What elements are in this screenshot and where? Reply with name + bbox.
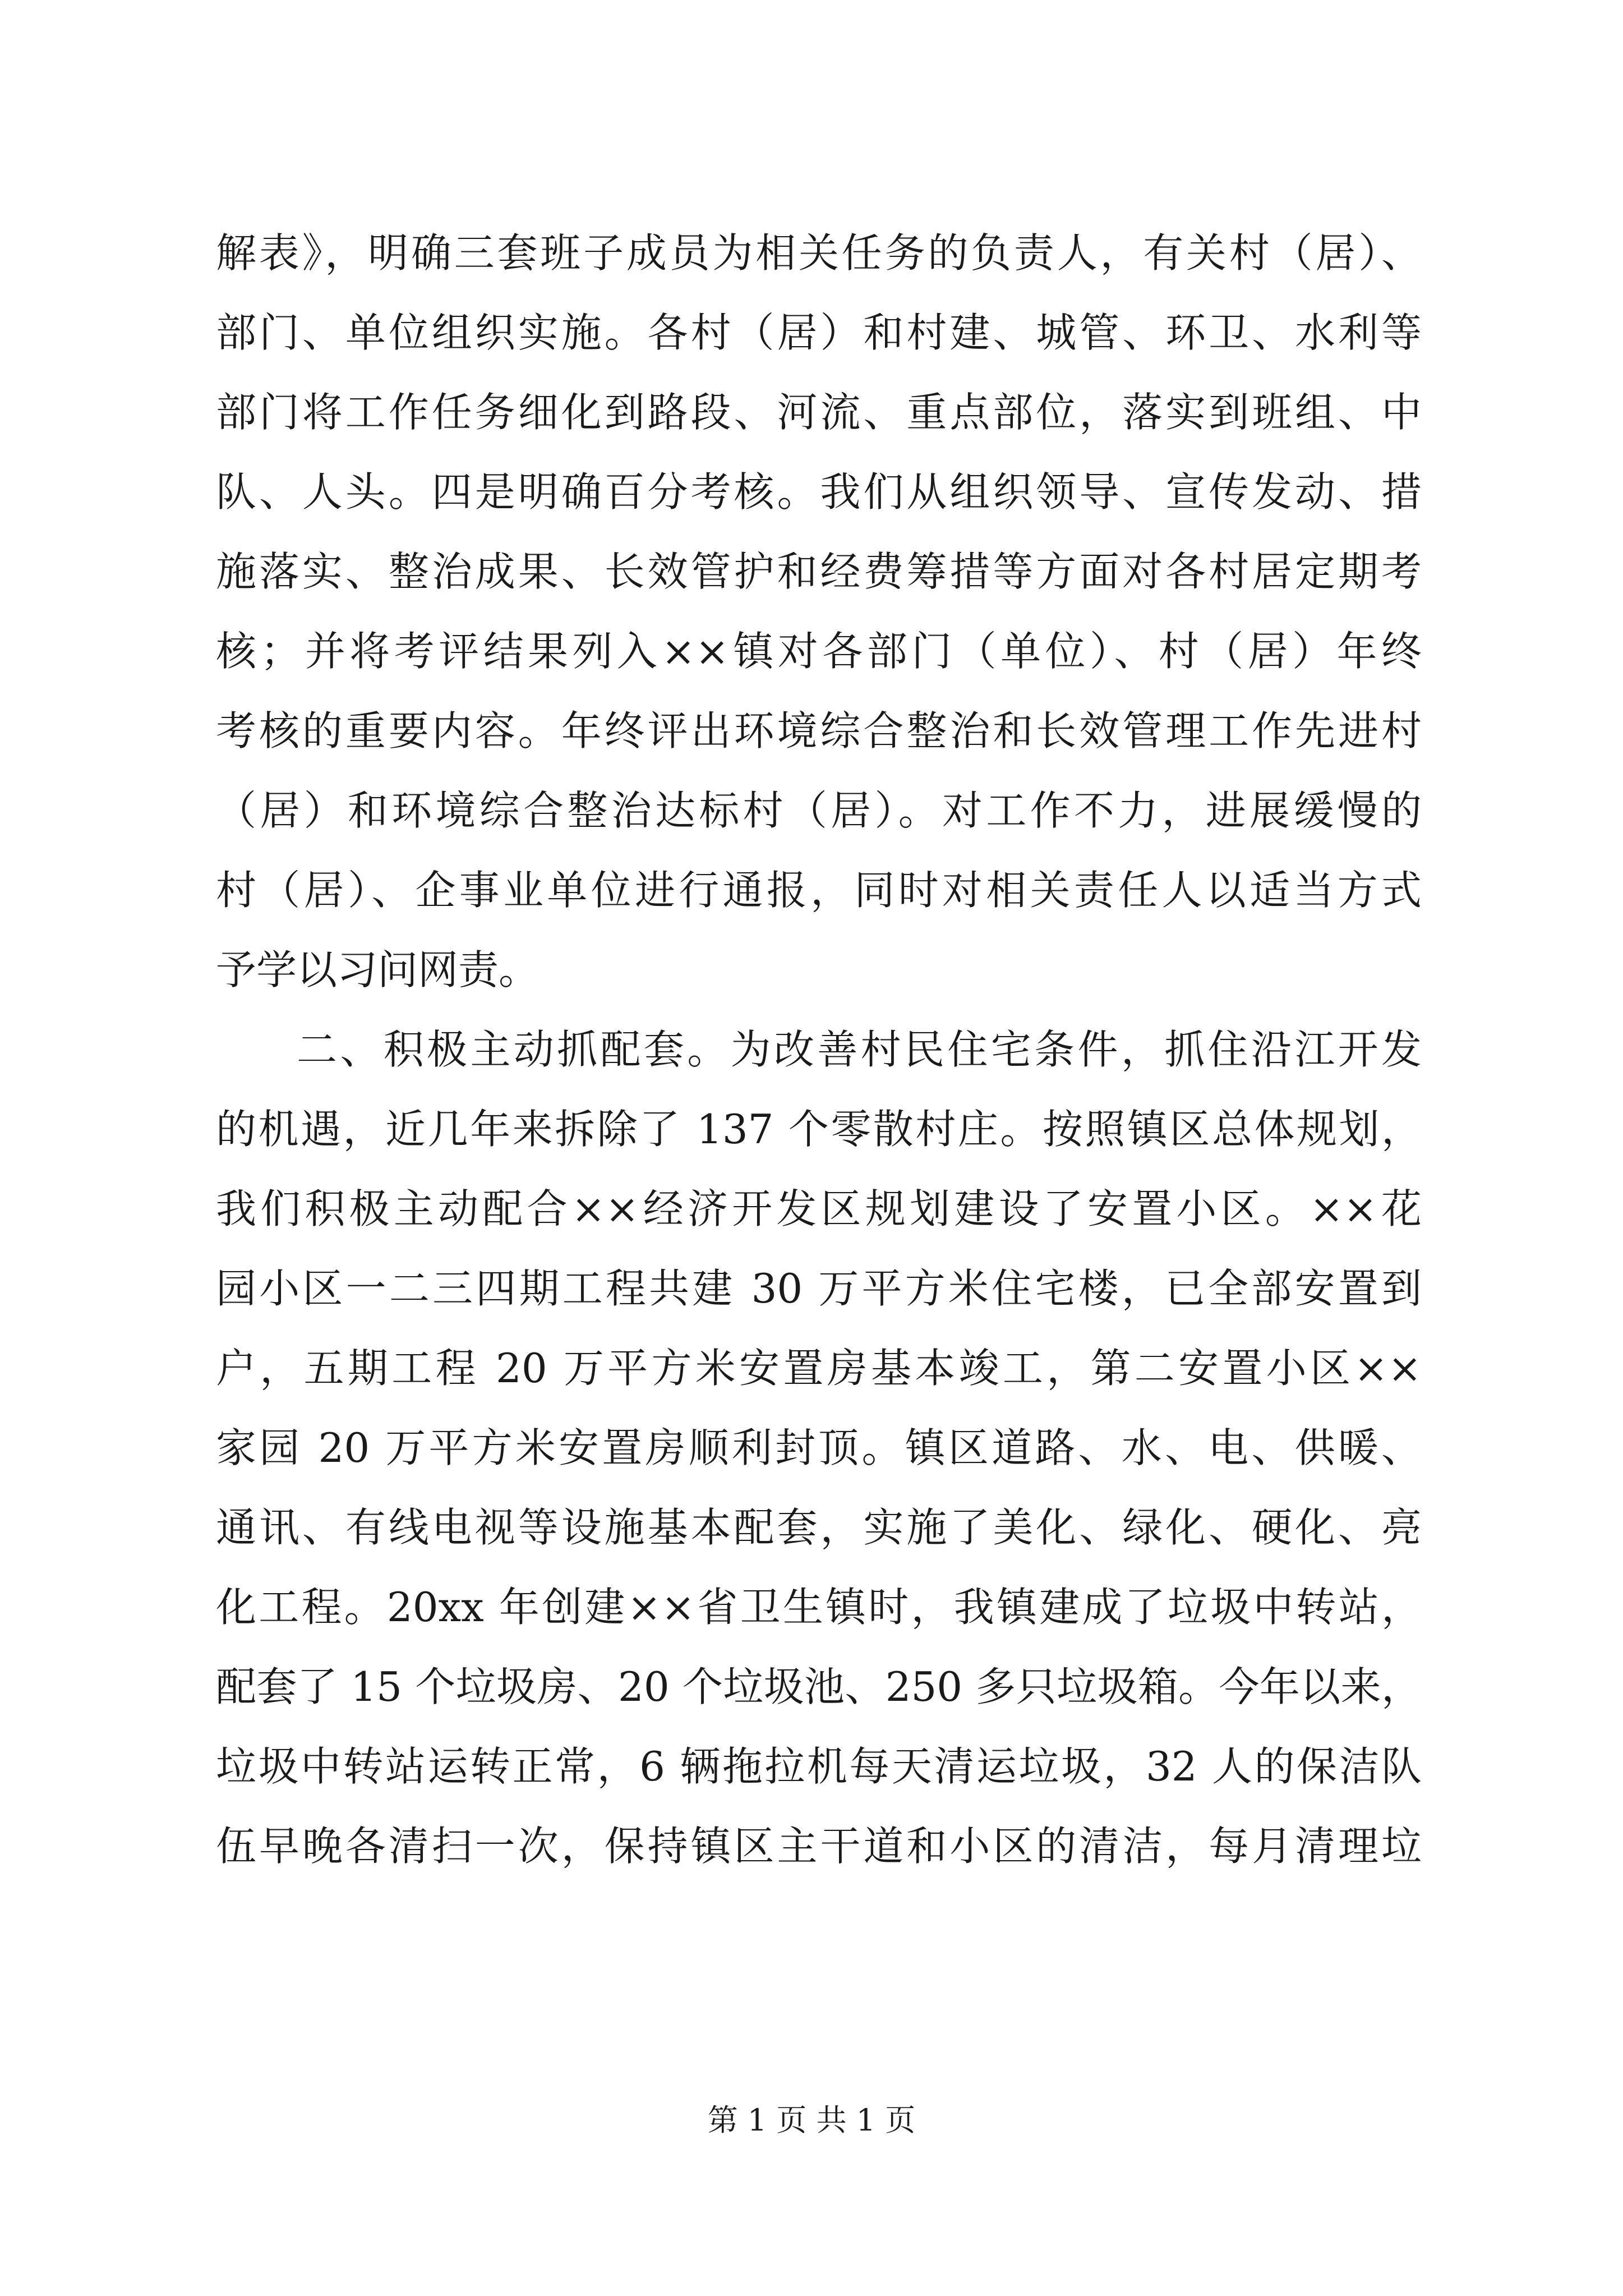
text-line: 部门、单位组织实施。各村（居）和村建、城管、环卫、水利等 bbox=[216, 309, 1422, 356]
text-line: 解表》，明确三套班子成员为相关任务的负责人，有关村（居）、 bbox=[216, 229, 1422, 277]
text-line: 部门将工作任务细化到路段、河流、重点部位，落实到班组、中 bbox=[216, 389, 1422, 436]
text-line: 予学以习问网责。 bbox=[216, 946, 540, 993]
text-line: 伍早晚各清扫一次，保持镇区主干道和小区的清洁，每月清理垃 bbox=[216, 1823, 1422, 1870]
text-line: 家园 20 万平方米安置房顺利封顶。镇区道路、水、电、供暖、 bbox=[216, 1424, 1422, 1471]
paragraph-first-line: 二、积极主动抓配套。为改善村民住宅条件，抓住沿江开发 bbox=[297, 1026, 1422, 1073]
text-line: 队、人头。四是明确百分考核。我们从组织领导、宣传发动、措 bbox=[216, 468, 1422, 516]
text-line: 园小区一二三四期工程共建 30 万平方米住宅楼，已全部安置到 bbox=[216, 1265, 1422, 1312]
text-line: 化工程。20xx 年创建××省卫生镇时，我镇建成了垃圾中转站， bbox=[216, 1584, 1422, 1631]
document-body bbox=[216, 213, 1422, 1886]
text-line: 我们积极主动配合××经济开发区规划建设了安置小区。××花 bbox=[216, 1185, 1422, 1232]
text-line: 户，五期工程 20 万平方米安置房基本竣工，第二安置小区×× bbox=[216, 1345, 1422, 1392]
text-line: （居）和环境综合整治达标村（居）。对工作不力，进展缓慢的 bbox=[216, 787, 1422, 834]
text-line: 施落实、整治成果、长效管护和经费筹措等方面对各村居定期考 bbox=[216, 548, 1422, 595]
text-line: 垃圾中转站运转正常，6 辆拖拉机每天清运垃圾，32 人的保洁队 bbox=[216, 1743, 1422, 1790]
text-line: 配套了 15 个垃圾房、20 个垃圾池、250 多只垃圾箱。今年以来， bbox=[216, 1663, 1422, 1710]
text-line: 考核的重要内容。年终评出环境综合整治和长效管理工作先进村 bbox=[216, 707, 1422, 754]
page-number-footer: 第 1 页 共 1 页 bbox=[707, 2102, 916, 2138]
text-line: 村（居）、企事业单位进行通报，同时对相关责任人以适当方式 bbox=[216, 867, 1422, 914]
text-line: 核；并将考评结果列入××镇对各部门（单位）、村（居）年终 bbox=[216, 628, 1422, 675]
text-line: 的机遇，近几年来拆除了 137 个零散村庄。按照镇区总体规划， bbox=[216, 1106, 1422, 1153]
text-line: 通讯、有线电视等设施基本配套，实施了美化、绿化、硬化、亮 bbox=[216, 1504, 1422, 1551]
